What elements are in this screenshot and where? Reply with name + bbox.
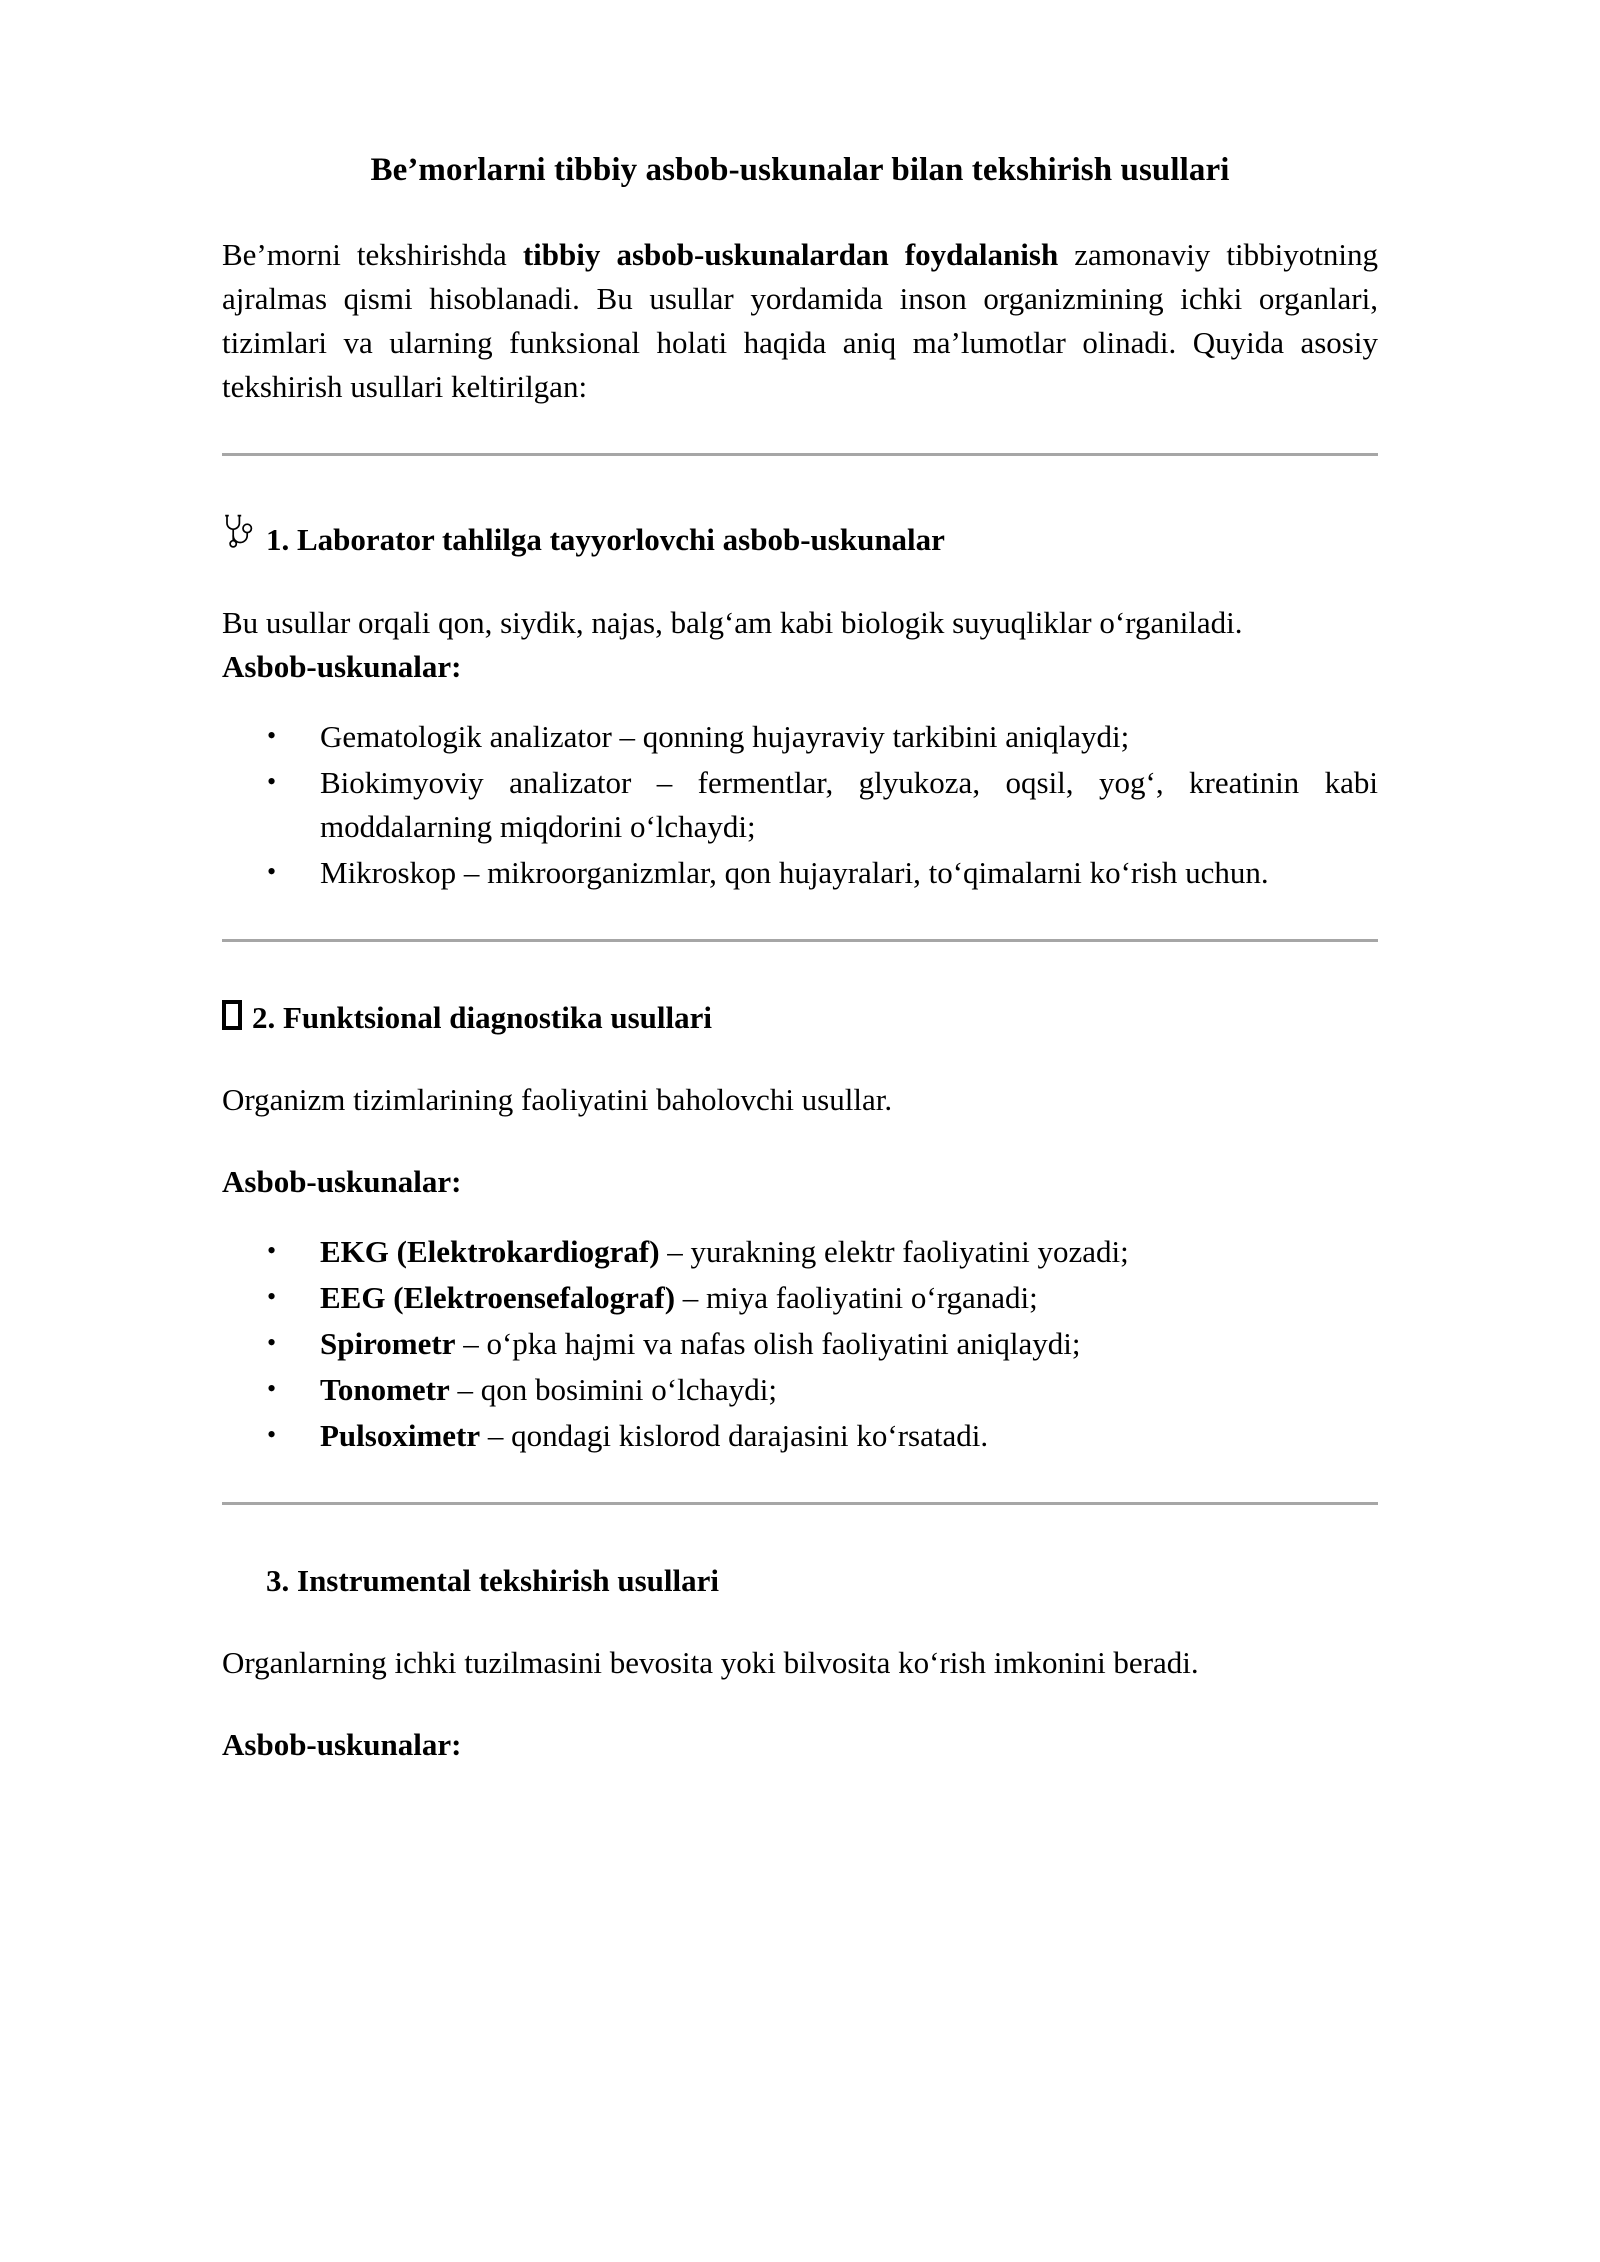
intro-bold-phrase: tibbiy asbob-uskunalardan foydalanish [522,237,1059,273]
intro-tail-text: zamonaviy tibbiyotning ajralmas qismi hisoblanadi. Bu usullar yordamida inson organizmining ichki organlari, tizimlari va ularning funksional holati haqida aniq ma’lumotlar olinadi. Quyida asosiy tekshirish usullari keltirilgan: [222,237,1378,405]
section-heading-2 [222,998,1378,1038]
section-3-description: Organlarning ichki tuzilmasini bevosita yoki bilvosita ko‘rish imkonini beradi. [222,1645,1199,1681]
list-item-text: – qon bosimini o‘lchaydi; [449,1372,777,1408]
list-item [222,851,1378,895]
list-item [222,1414,1378,1458]
list-item [222,1230,1378,1274]
list-item [222,715,1378,759]
section-heading-3-label: 3. Instrumental tekshirish usullari [266,1563,720,1599]
section-1-equipment-label: Asbob-uskunalar: [222,648,462,684]
section-divider-1 [222,453,1378,456]
section-divider-2 [222,939,1378,942]
section-2-equipment-list [222,1230,1378,1458]
section-heading-1-label: 1. Laborator tahlilga tayyorlovchi asbob-uskunalar [266,522,945,558]
list-item [222,1322,1378,1366]
section-heading-3 [222,1561,1378,1601]
list-item [222,1368,1378,1412]
list-item [222,1276,1378,1320]
section-1-equipment-list [222,715,1378,895]
list-item-text: Biokimyoviy analizator – fermentlar, glyukoza, oqsil, yog‘, kreatinin kabi moddalarning miqdorini o‘lchaydi; [320,764,1378,844]
stethoscope-icon [222,512,256,550]
intro-lead-text: Be’morni tekshirishda [222,237,523,273]
page-title: Be’morlarni tibbiy asbob-uskunalar bilan tekshirish usullari [370,152,1230,188]
list-item-text: – qondagi kislorod darajasini ko‘rsatadi. [480,1418,989,1454]
list-item-text: Mikroskop – mikroorganizmlar, qon hujayralari, to‘qimalarni ko‘rish uchun. [320,854,1269,890]
section-2-description: Organizm tizimlarining faoliyatini baholovchi usullar. [222,1082,893,1117]
list-item-term: Tonometr [320,1372,450,1408]
list-item [222,761,1378,849]
list-item-term: EKG (Elektrokardiograf) [320,1234,660,1270]
section-1-description: Bu usullar orqali qon, siydik, najas, balg‘am kabi biologik suyuqliklar o‘rganiladi. [222,604,1243,640]
list-item-term: Spirometr [320,1326,456,1362]
section-divider-3 [222,1502,1378,1505]
list-item-text: – yurakning elektr faoliyatini yozadi; [659,1234,1129,1270]
intro-paragraph [222,233,1378,409]
missing-glyph-box-icon [222,998,242,1038]
section-2-equipment-label: Asbob-uskunalar: [222,1164,462,1200]
list-item-text: – o‘pka hajmi va nafas olish faoliyatini aniqlaydi; [455,1326,1081,1362]
section-3-equipment-label: Asbob-uskunalar: [222,1727,462,1763]
list-item-term: EEG (Elektroensefalograf) [320,1280,676,1316]
list-item-text: – miya faoliyatini o‘rganadi; [675,1280,1038,1316]
list-item-term: Pulsoximetr [320,1418,481,1454]
list-item-text: Gematologik analizator – qonning hujayraviy tarkibini aniqlaydi; [320,718,1130,754]
section-heading-1 [222,512,1378,560]
section-heading-2-label: 2. Funktsional diagnostika usullari [252,999,712,1035]
